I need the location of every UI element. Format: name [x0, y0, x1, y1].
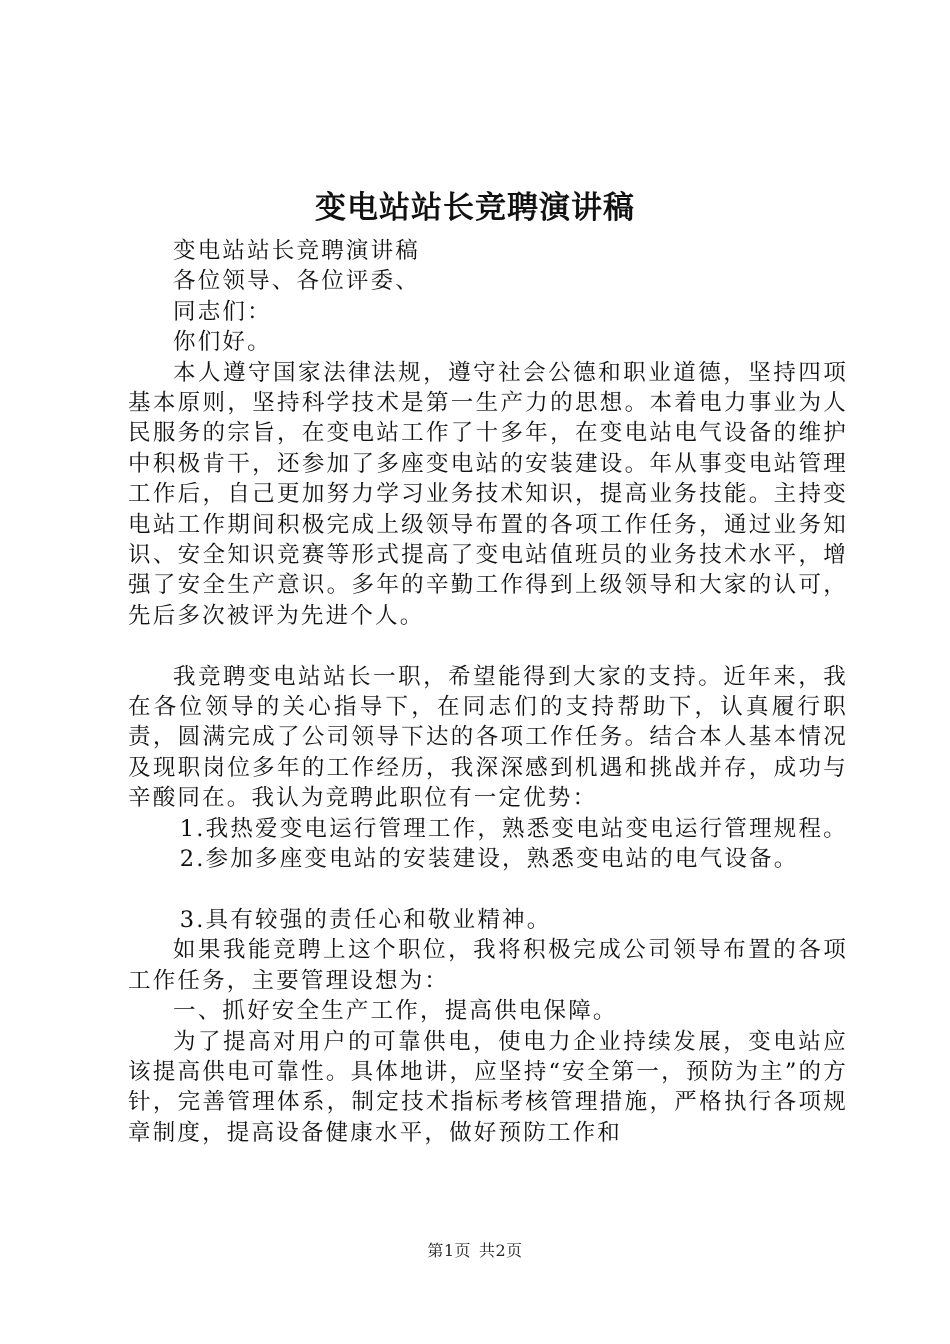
document-body	[128, 236, 848, 1148]
paragraph-plan-intro: 如果我能竞聘上这个职位，我将积极完成公司领导布置的各项工作任务，主要管理设想为：	[128, 937, 848, 994]
paragraph-salutation-1: 各位领导、各位评委、	[173, 268, 421, 295]
document-title: 变电站站长竞聘演讲稿	[315, 190, 635, 226]
paragraph-greeting: 你们好。	[173, 329, 272, 356]
paragraph-safety: 为了提高对用户的可靠供电，使电力企业持续发展，变电站应该提高供电可靠性。具体地讲，应坚持“安全第一，预防为主”的方针，完善管理体系，制定技术指标考核管理措施，严格执行各项规章制度，提高设备健康水平，做好预防工作和	[128, 1028, 848, 1146]
list-item-advantage-3: 3.具有较强的责任心和敬业精神。	[179, 906, 552, 933]
list-item-advantage-2: 2.参加多座变电站的安装建设，熟悉变电站的电气设备。	[179, 846, 799, 873]
page-total: 共2页	[479, 1241, 523, 1260]
list-item-advantage-1: 1.我热爱变电运行管理工作，熟悉变电站变电运行管理规程。	[179, 815, 848, 842]
paragraph-background: 本人遵守国家法律法规，遵守社会公德和职业道德，坚持四项基本原则，坚持科学技术是第一生产力的思想。本着电力事业为人民服务的宗旨，在变电站工作了十多年，在变电站电气设备的维护中积极肯干，还参加了多座变电站的安装建设。年从事变电站管理工作后，自己更加努力学习业务技术知识，提高业务技能。主持变电站工作期间积极完成上级领导布置的各项工作任务，通过业务知识、安全知识竞赛等形式提高了变电站值班员的业务技术水平，增强了安全生产意识。多年的辛勤工作得到上级领导和大家的认可，先后多次被评为先进个人。	[128, 359, 848, 629]
section-heading-safety: 一、抓好安全生产工作，提高供电保障。	[173, 998, 618, 1025]
page-number: 第1页	[427, 1241, 471, 1260]
paragraph-heading-repeat: 变电站站长竞聘演讲稿	[173, 238, 421, 264]
paragraph-motivation: 我竞聘变电站站长一职，希望能得到大家的支持。近年来，我在各位领导的关心指导下，在同志们的支持帮助下，认真履行职责，圆满完成了公司领导下达的各项工作任务。结合本人基本情况及现职岗位多年的工作经历，我深深感到机遇和挑战并存，成功与辛酸同在。我认为竞聘此职位有一定优势：	[128, 663, 848, 812]
paragraph-salutation-2: 同志们：	[173, 298, 272, 325]
page-footer	[0, 1240, 950, 1262]
